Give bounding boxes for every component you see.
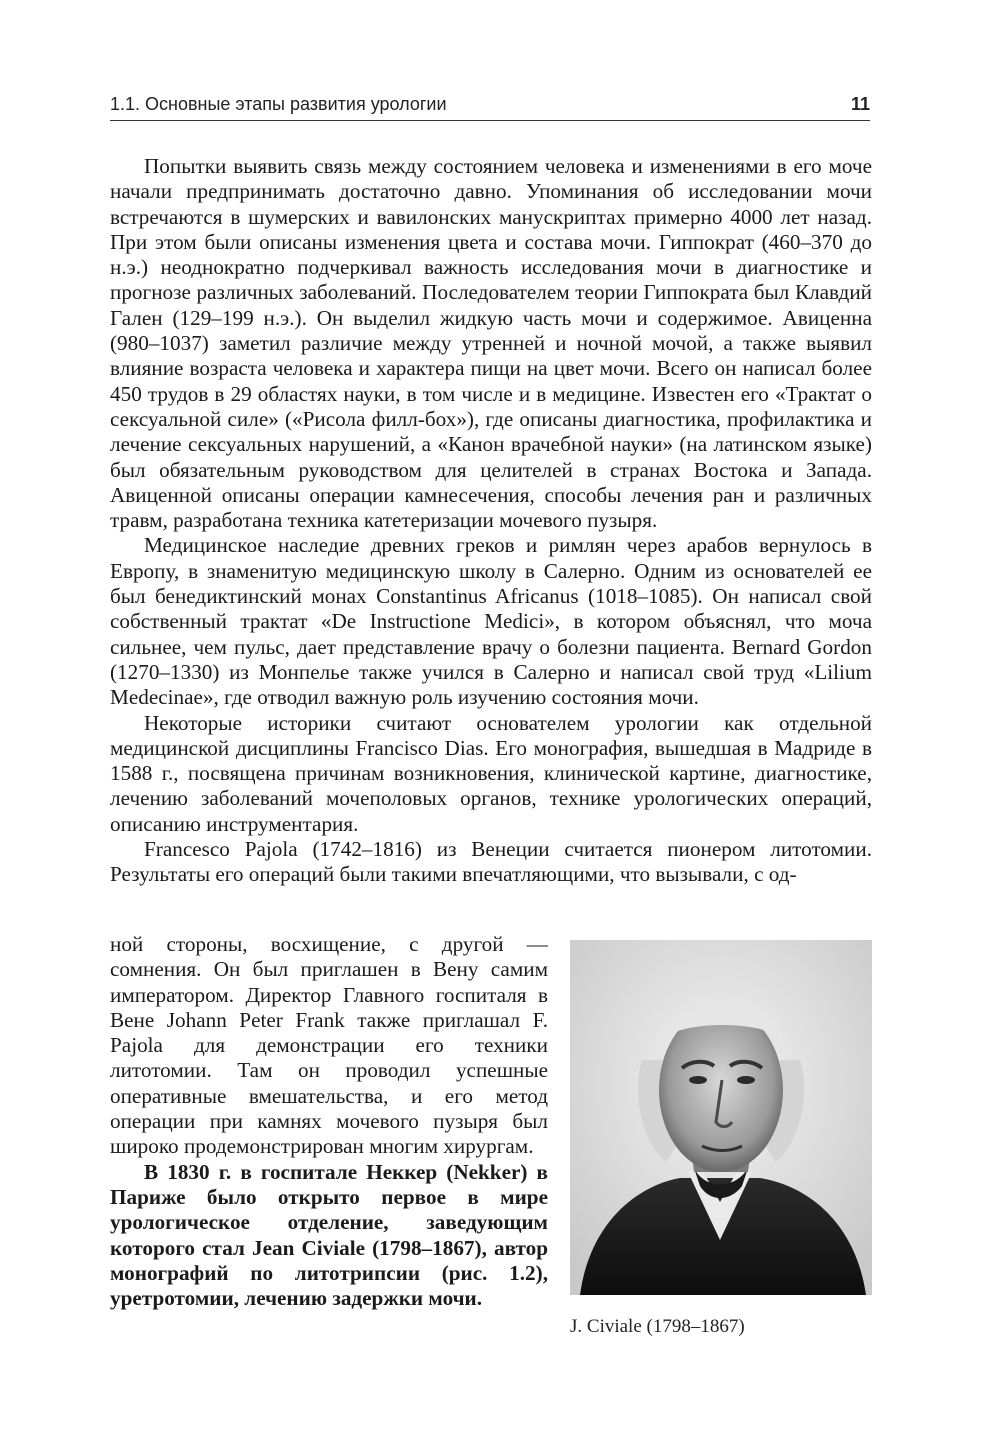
running-header [110,94,870,121]
page-number: 11 [850,94,870,114]
side-text-column [110,932,548,1311]
paragraph-pajola-continuation: ной стороны, восхищение, с другой — сомнения. Он был приглашен в Вену самим императором. Директор Главного госпиталя в Вене Johann Peter Frank также приглашал F. Pajola для демонстрации его техники литотомии. Там он проводил успешные оперативные вмешательства, и его метод операции при камнях мочевого пузыря был широко продемонстрирован многим хирургам. [110,932,548,1159]
main-text [110,154,872,888]
civiale-portrait [570,940,872,1295]
paragraph-nekker-hospital: В 1830 г. в госпитале Неккер (Nekker) в Париже было открыто первое в мире урологическое отделение, заведующим которого стал Jean Civiale (1798–1867), автор монографий по литотрипсии (рис. 1.2), уретротомии, лечению задержки мочи. [110,1159,548,1311]
paragraph-urine-history: Попытки выявить связь между состоянием человека и изменениями в его моче начали предпринимать достаточно давно. Упоминания об исследовании мочи встречаются в шумерских и вавилонских манускриптах примерно 4000 лет назад. При этом были описаны изменения цвета и состава мочи. Гиппократ (460–370 до н.э.) неоднократно подчеркивал важность исследования мочи в диагностике и прогнозе различных заболеваний. Последователем теории Гиппократа был Клавдий Гален (129–199 н.э.). Он выделил жидкую часть мочи и содержимое. Авиценна (980–1037) заметил различие между утренней и ночной мочой, а также выявил влияние возраста человека и характера пищи на цвет мочи. Всего он написал более 450 трудов в 29 областях науки, в том числе и в медицине. Известен его «Трактат о сексуальной силе» («Рисола филл-бох»), где описаны диагностика, профилактика и лечение сексуальных нарушений, а «Канон врачебной науки» (на латинском языке) был обязательным руководством для целителей в странах Востока и Запада. Авиценной описаны операции камнесечения, способы лечения ран и различных травм, разработана техника катетеризации мочевого пузыря. [110,154,872,533]
portrait-illustration [570,940,872,1295]
paragraph-francisco-dias: Некоторые историки считают основателем урологии как отдельной медицинской дисциплины Francisco Dias. Его монография, вышедшая в Мадриде в 1588 г., посвящена причинам возникновения, клинической картине, диагностике, лечению заболеваний мочеполовых органов, технике урологических операций, описанию инструментария. [110,710,872,836]
section-title: 1.1. Основные этапы развития урологии [110,94,447,114]
figure-caption: J. Civiale (1798–1867) [570,1316,745,1337]
paragraph-pajola: Francesco Pajola (1742–1816) из Венеции считается пионером литотомии. Результаты его операций были такими впечатляющими, что вызывали, с од- [110,837,872,887]
paragraph-salerno: Медицинское наследие древних греков и римлян через арабов вернулось в Европу, в знаменитую медицинскую школу в Салерно. Одним из основателей ее был бенедиктинский монах Constantinus Africanus (1018–1085). Он написал свой собственный трактат «De Instructione Medici», в котором объяснял, что моча сильнее, чем пульс, дает представление врачу о болезни пациента. Bernard Gordon (1270–1330) из Монпелье также учился в Салерно и написал свой труд «Lilium Medecinae», где отводил важную роль изучению состояния мочи. [110,533,872,710]
